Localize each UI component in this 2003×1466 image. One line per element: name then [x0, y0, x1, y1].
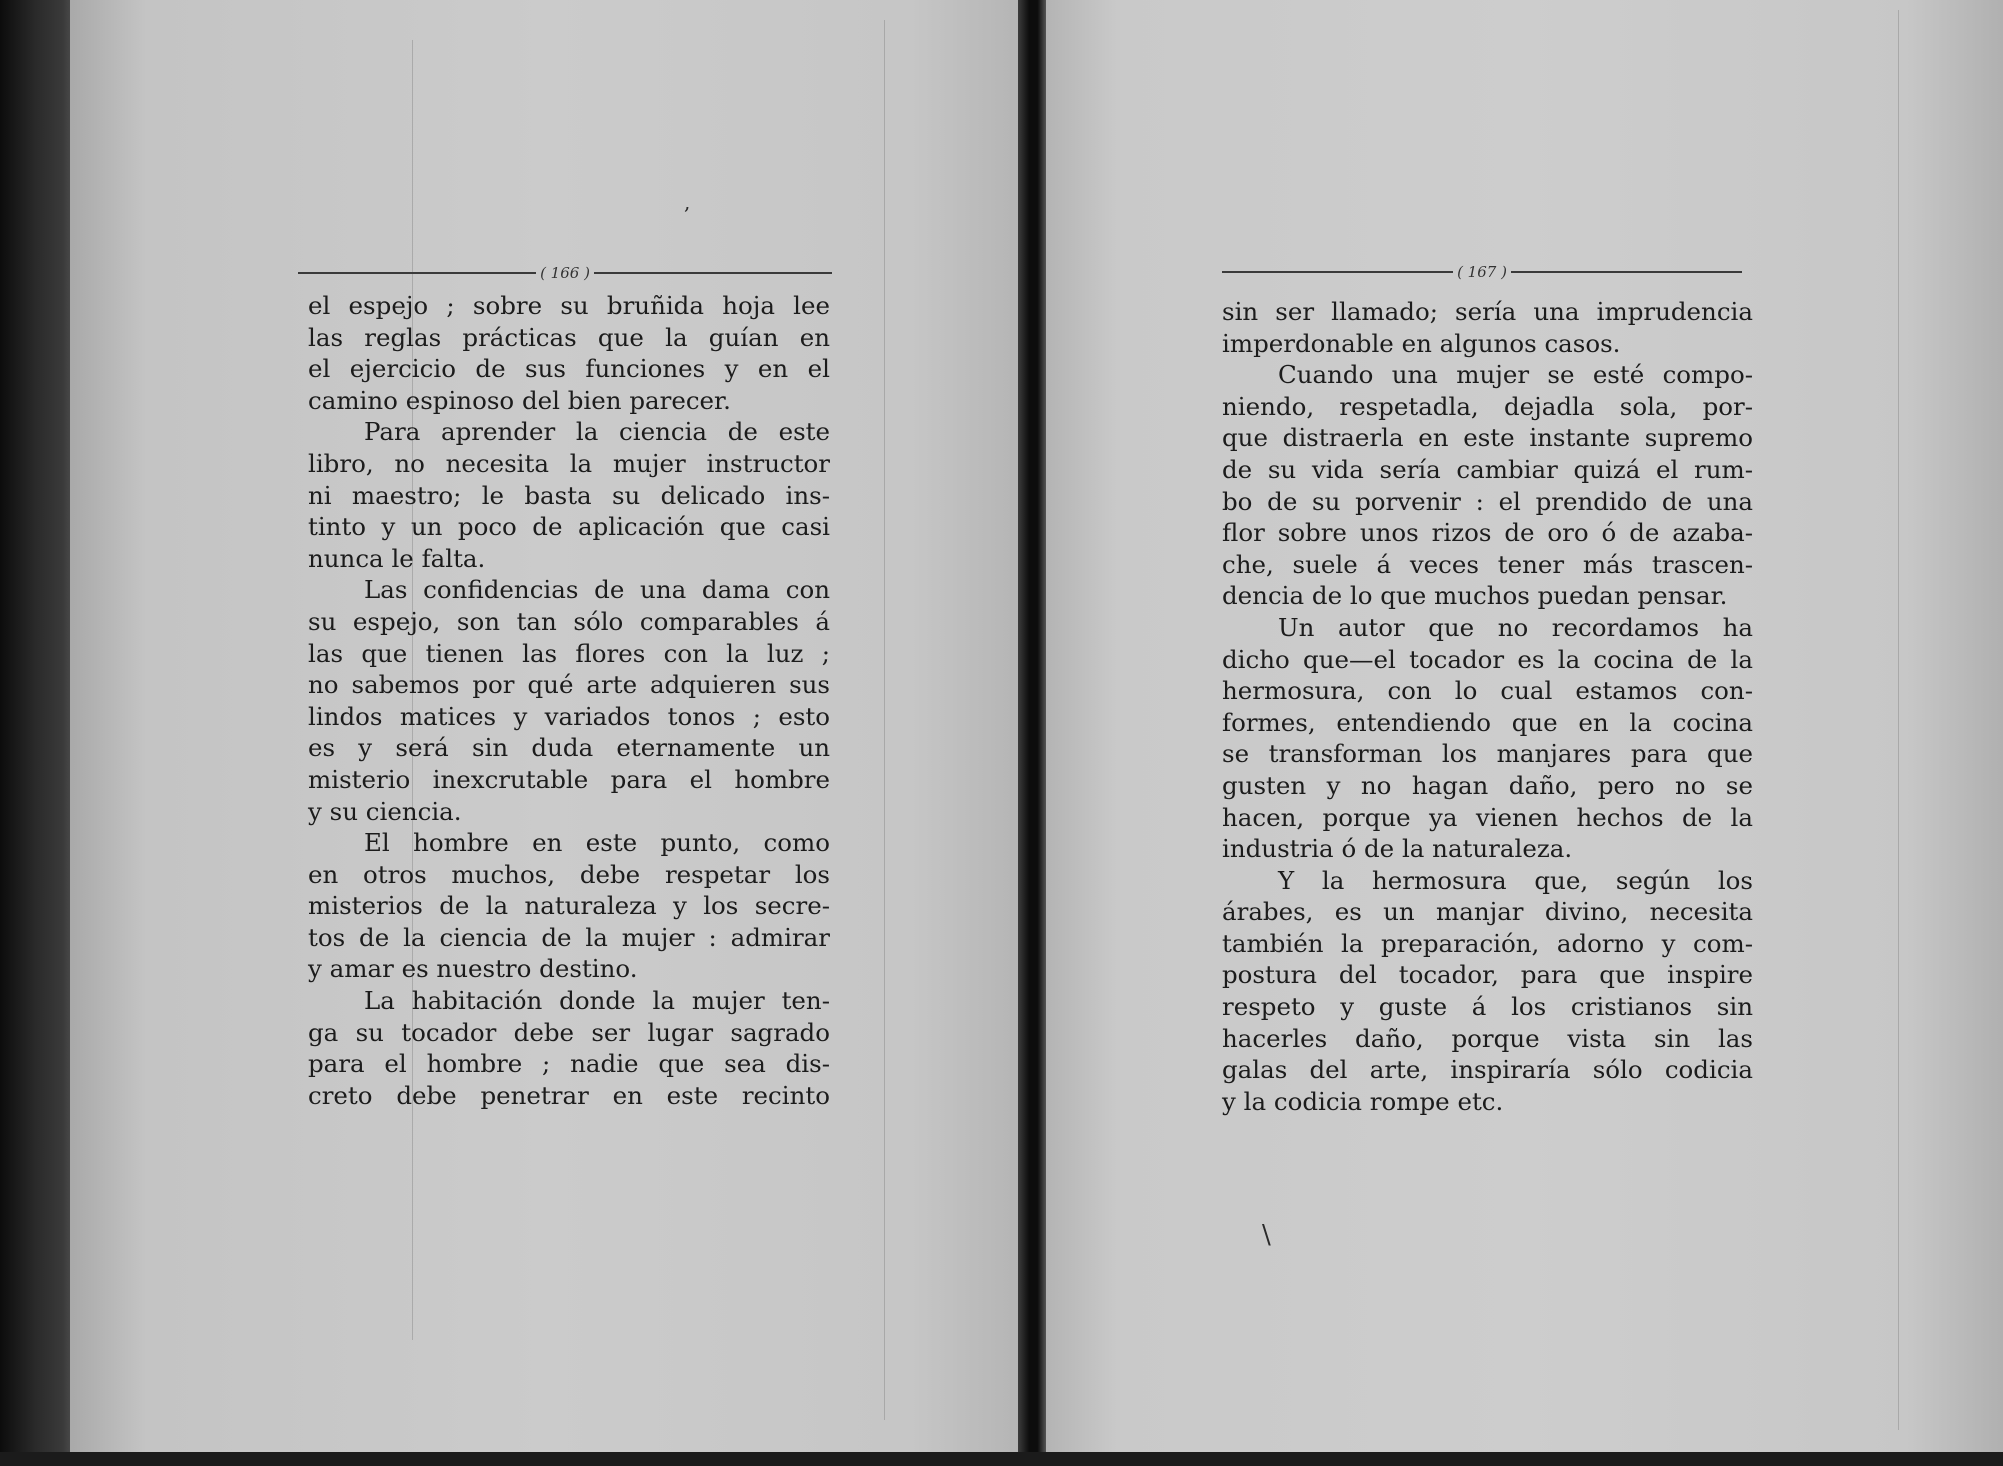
- left-page-header: [298, 264, 832, 282]
- text-line: árabes, es un manjar divino, necesita: [1222, 897, 1753, 927]
- text-line: también la preparación, adorno y com-: [1222, 928, 1753, 958]
- text-line: el ejercicio de sus funciones y en el: [308, 354, 830, 384]
- text-line: Las confidencias de una dama con: [364, 575, 830, 605]
- right-page-header: [1222, 263, 1742, 281]
- text-line: Cuando una mujer se esté compo-: [1278, 360, 1753, 390]
- text-line: las reglas prácticas que la guían en: [308, 322, 830, 352]
- text-line: y amar es nuestro destino.: [308, 954, 638, 984]
- text-line: La habitación donde la mujer ten-: [364, 986, 830, 1016]
- header-rule: [1511, 271, 1742, 273]
- bottom-edge: [0, 1452, 2003, 1466]
- header-rule: [298, 272, 536, 274]
- text-line: y la codicia rompe etc.: [1222, 1086, 1504, 1116]
- text-line: no sabemos por qué arte adquieren sus: [308, 670, 830, 700]
- text-line: lindos matices y variados tonos ; esto: [308, 701, 830, 731]
- ink-speck: ,: [684, 190, 691, 214]
- text-line: flor sobre unos rizos de oro ó de azaba-: [1222, 518, 1753, 548]
- text-line: Y la hermosura que, según los: [1278, 865, 1753, 895]
- text-line: para el hombre ; nadie que sea dis-: [308, 1049, 830, 1079]
- text-line: tinto y un poco de aplicación que casi: [308, 512, 830, 542]
- text-line: ga su tocador debe ser lugar sagrado: [308, 1017, 830, 1047]
- text-line: camino espinoso del bien parecer.: [308, 385, 731, 415]
- text-line: industria ó de la naturaleza.: [1222, 834, 1573, 864]
- book-gutter: [1018, 0, 1046, 1466]
- ink-speck: \: [1262, 1220, 1271, 1250]
- text-line: formes, entendiendo que en la cocina: [1222, 707, 1753, 737]
- text-line: che, suele á veces tener más trascen-: [1222, 549, 1753, 579]
- text-line: imperdonable en algunos casos.: [1222, 328, 1621, 358]
- text-line: sin ser llamado; sería una imprudencia: [1222, 297, 1753, 326]
- header-rule: [594, 272, 832, 274]
- text-line: misterio inexcrutable para el hombre: [308, 764, 830, 794]
- text-line: dencia de lo que muchos puedan pensar.: [1222, 581, 1728, 611]
- text-line: libro, no necesita la mujer instructor: [308, 448, 830, 478]
- text-line: Un autor que no recordamos ha: [1278, 612, 1753, 642]
- text-line: El hombre en este punto, como: [364, 828, 830, 858]
- text-line: hacen, porque ya vienen hechos de la: [1222, 802, 1753, 832]
- text-line: de su vida sería cambiar quizá el rum-: [1222, 454, 1753, 484]
- text-line: respeto y guste á los cristianos sin: [1222, 992, 1753, 1022]
- text-line: hermosura, con lo cual estamos con-: [1222, 676, 1753, 706]
- text-line: las que tienen las flores con la luz ;: [308, 638, 830, 668]
- text-line: que distraerla en este instante supremo: [1222, 423, 1753, 453]
- left-page-text: [308, 290, 830, 1111]
- text-line: postura del tocador, para que inspire: [1222, 960, 1753, 990]
- text-line: niendo, respetadla, dejadla sola, por-: [1222, 391, 1753, 421]
- right-page-number: ( 167 ): [1457, 263, 1507, 281]
- page-fold-line: [884, 20, 885, 1420]
- text-line: bo de su porvenir : el prendido de una: [1222, 486, 1753, 516]
- text-line: Para aprender la ciencia de este: [364, 417, 830, 447]
- text-line: su espejo, son tan sólo comparables á: [308, 606, 830, 636]
- left-page-number: ( 166 ): [540, 264, 590, 282]
- text-line: se transforman los manjares para que: [1222, 739, 1753, 769]
- right-page-text: [1222, 296, 1753, 1117]
- text-line: y su ciencia.: [308, 796, 462, 826]
- text-line: ni maestro; le basta su delicado ins-: [308, 480, 830, 510]
- page-fold-line: [1898, 10, 1899, 1430]
- text-line: es y será sin duda eternamente un: [308, 733, 830, 763]
- text-line: hacerles daño, porque vista sin las: [1222, 1023, 1753, 1053]
- text-line: gusten y no hagan daño, pero no se: [1222, 770, 1753, 800]
- header-rule: [1222, 271, 1453, 273]
- text-line: tos de la ciencia de la mujer : admirar: [308, 922, 830, 952]
- text-line: en otros muchos, debe respetar los: [308, 859, 830, 889]
- text-line: misterios de la naturaleza y los secre-: [308, 891, 830, 921]
- text-line: creto debe penetrar en este recinto: [308, 1080, 830, 1110]
- text-line: galas del arte, inspiraría sólo codicia: [1222, 1055, 1753, 1085]
- text-line: nunca le falta.: [308, 543, 486, 573]
- text-line: dicho que—el tocador es la cocina de la: [1222, 644, 1753, 674]
- text-line: el espejo ; sobre su bruñida hoja lee: [308, 291, 830, 320]
